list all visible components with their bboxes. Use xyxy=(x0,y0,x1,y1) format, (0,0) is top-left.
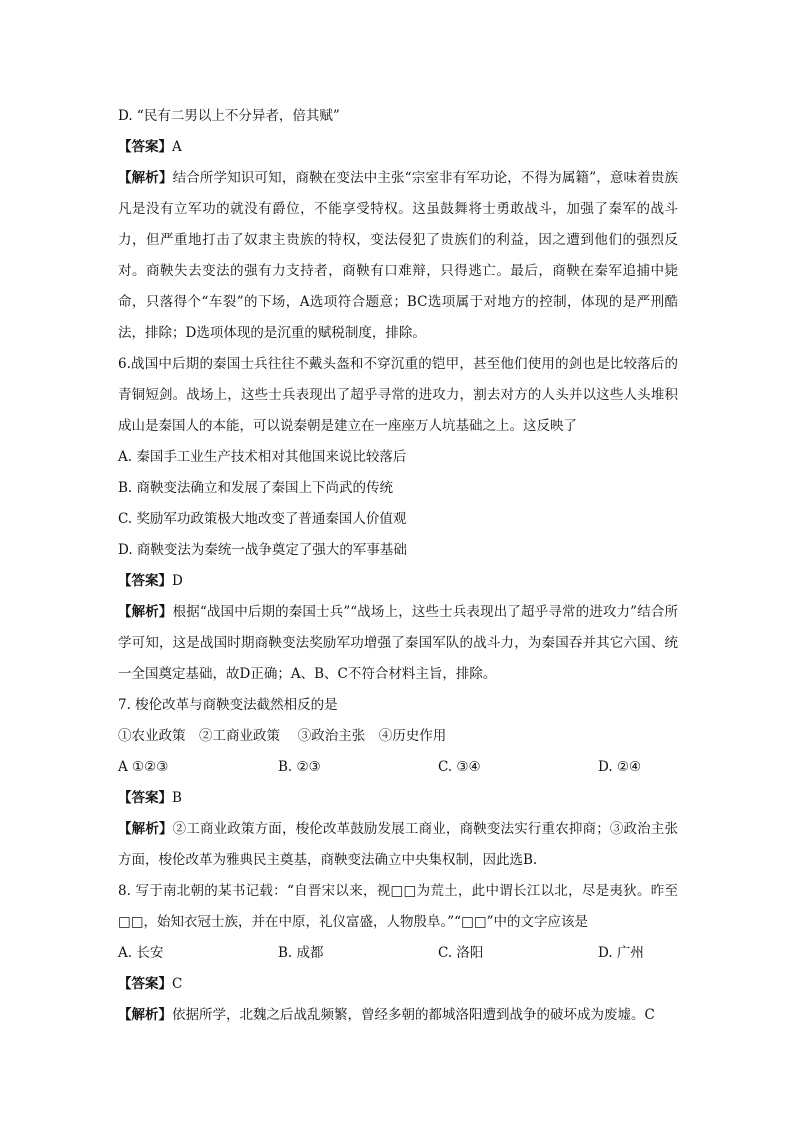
explanation-q6 xyxy=(118,597,678,690)
explanation-text: ②工商业政策方面，梭伦改革鼓励发展工商业，商鞅变法实行重农抑商；③政治主张方面，梭伦改革为雅典民主奠基，商鞅变法确立中央集权制，因此选B. xyxy=(118,821,679,868)
option-d-q6: D. 商鞅变法为秦统一战争奠定了强大的军事基础 xyxy=(118,542,407,558)
options-q7 xyxy=(118,752,678,783)
explanation-tag: 【解析】 xyxy=(118,604,173,620)
option-d-q5: D. “民有二男以上不分异者，倍其赋” xyxy=(118,108,340,124)
explanation-text: 依据所学，北魏之后战乱频繁，曾经多朝的都城洛阳遭到战争的破坏成为废墟。C xyxy=(172,1007,655,1023)
explanation-q5 xyxy=(118,163,678,349)
answer-value: C xyxy=(172,976,183,992)
option-c-q8: C. 洛阳 xyxy=(438,945,484,961)
explanation-text: 结合所学知识可知，商鞅在变法中主张“宗室非有军功论，不得为属籍”，意味着贵族凡是没有立军功的就没有爵位，不能享受特权。这虽鼓舞将士勇敢战斗，加强了秦军的战斗力，但严重地打击了奴隶主贵族的特权，变法侵犯了贵族们的利益，因之遭到他们的强烈反对。商鞅失去变法的强有力支持者，商鞅有口难辩，只得逃亡。最后，商鞅在秦军追捕中毙命，只落得个“车裂”的下场，A选项符合题意；BC选项属于对地方的控制，体现的是严刑酷法，排除；D选项体现的是沉重的赋税制度，排除。 xyxy=(118,170,678,341)
option-c-q6: C. 奖励军功政策极大地改变了普通秦国人价值观 xyxy=(118,511,407,527)
explanation-text: 根据“战国中后期的秦国士兵”“战场上，这些士兵表现出了超乎寻常的进攻力”结合所学可知，这是战国时期商鞅变法奖励军功增强了秦国军队的战斗力，为秦国吞并其它六国、统一全国奠定基础，故D正确；A、B、C不符合材料主旨，排除。 xyxy=(118,604,678,682)
answer-q7 xyxy=(118,783,678,814)
option-a-q7: A ①②③ xyxy=(118,759,169,775)
option-b-q7: B. ②③ xyxy=(278,759,321,775)
explanation-q7 xyxy=(118,814,678,876)
answer-tag: 【答案】 xyxy=(118,139,172,155)
option-a-q6: A. 秦国手工业生产技术相对其他国来说比较落后 xyxy=(118,449,407,465)
answer-value: D xyxy=(172,573,183,589)
answer-value: B xyxy=(172,790,182,806)
answer-tag: 【答案】 xyxy=(118,790,172,806)
answer-value: A xyxy=(172,139,182,155)
option-b-q8: B. 成都 xyxy=(278,945,324,961)
answer-tag: 【答案】 xyxy=(118,976,172,992)
question-7: 7. 梭伦改革与商鞅变法截然相反的是 xyxy=(118,697,338,713)
question-7-items: ①农业政策 ②工商业政策 ③政治主张 ④历史作用 xyxy=(118,728,447,744)
explanation-tag: 【解析】 xyxy=(118,821,173,837)
question-6: 6.战国中后期的秦国士兵往往不戴头盔和不穿沉重的铠甲，甚至他们使用的剑也是比较落后的青铜短剑。战场上，这些士兵表现出了超乎寻常的进攻力，割去对方的人头并以这些人头堆积成山是秦国人的本能，可以说秦朝是建立在一座座万人坑基础之上。这反映了 xyxy=(118,356,678,434)
option-d-q8: D. 广州 xyxy=(598,945,644,961)
explanation-tag: 【解析】 xyxy=(118,1007,172,1023)
option-a-q8: A. 长安 xyxy=(118,945,164,961)
question-8: 8. 写于南北朝的某书记载：“自晋宋以来，视□□为荒土，此中谓长江以北，尽是夷狄。昨至□□，始知衣冠士族，并在中原，礼仪富盛，人物殷阜。”“□□”中的文字应该是 xyxy=(118,883,678,930)
document-content xyxy=(118,101,678,1031)
answer-q8 xyxy=(118,969,678,1000)
explanation-tag: 【解析】 xyxy=(118,170,173,186)
option-c-q7: C. ③④ xyxy=(438,759,481,775)
option-d-q7: D. ②④ xyxy=(598,759,642,775)
option-b-q6: B. 商鞅变法确立和发展了秦国上下尚武的传统 xyxy=(118,480,394,496)
answer-q6 xyxy=(118,566,678,597)
options-q8 xyxy=(118,938,678,969)
answer-q5 xyxy=(118,132,678,163)
answer-tag: 【答案】 xyxy=(118,573,172,589)
explanation-q8 xyxy=(118,1000,678,1031)
